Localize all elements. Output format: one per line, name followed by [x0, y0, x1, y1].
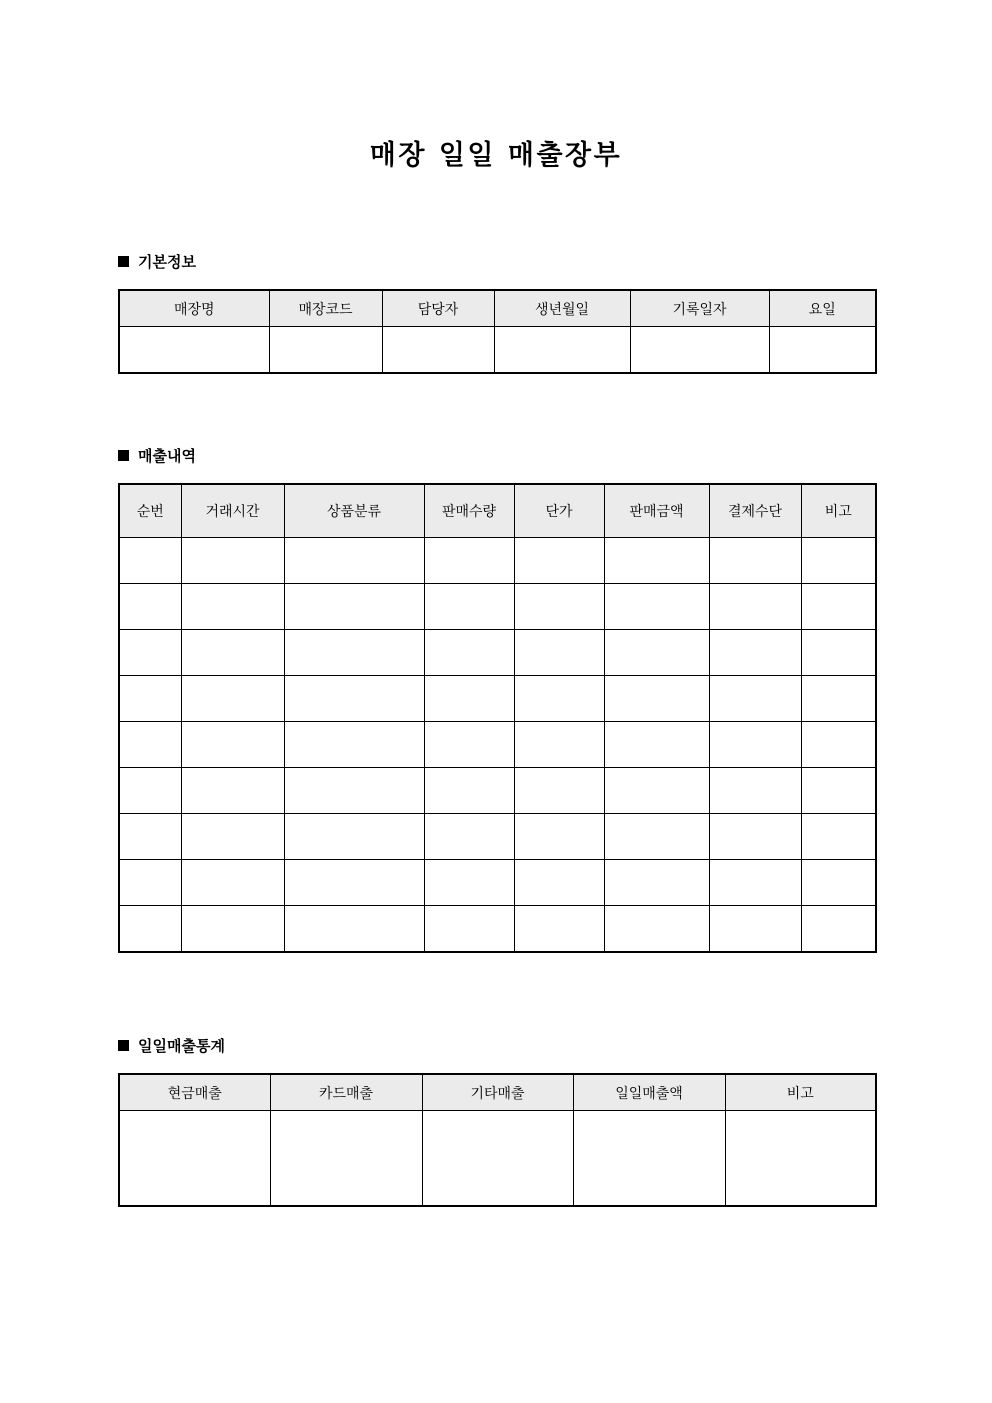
cell-sales-amount[interactable] [604, 722, 709, 768]
column-header-daily-total: 일일매출액 [573, 1074, 725, 1111]
table-row [119, 584, 876, 630]
cell-daily-total[interactable] [573, 1111, 725, 1207]
cell-remarks[interactable] [801, 584, 876, 630]
column-header-birthdate: 생년월일 [494, 290, 630, 327]
cell-quantity[interactable] [424, 860, 514, 906]
table-row [119, 860, 876, 906]
table-row [119, 768, 876, 814]
table-row [119, 814, 876, 860]
cell-quantity[interactable] [424, 906, 514, 953]
cell-seq[interactable] [119, 860, 181, 906]
table-row [119, 722, 876, 768]
column-header-cash-sales: 현금매출 [119, 1074, 270, 1111]
cell-product-category[interactable] [284, 630, 424, 676]
cell-remarks[interactable] [801, 538, 876, 584]
table-header-row [119, 290, 876, 327]
cell-seq[interactable] [119, 814, 181, 860]
section-heading-sales-details [118, 445, 196, 466]
cell-quantity[interactable] [424, 676, 514, 722]
cell-transaction-time[interactable] [181, 630, 284, 676]
section-heading-basic-info [118, 251, 196, 272]
cell-remarks[interactable] [801, 722, 876, 768]
cell-payment-method[interactable] [709, 814, 801, 860]
cell-sales-amount[interactable] [604, 814, 709, 860]
cell-remarks[interactable] [801, 814, 876, 860]
cell-unit-price[interactable] [514, 630, 604, 676]
cell-unit-price[interactable] [514, 906, 604, 953]
square-bullet-icon [118, 450, 129, 461]
column-header-remarks: 비고 [725, 1074, 876, 1111]
column-header-record-date: 기록일자 [630, 290, 769, 327]
cell-quantity[interactable] [424, 584, 514, 630]
section-heading-sales-details-label: 매출내역 [138, 447, 196, 465]
cell-seq[interactable] [119, 722, 181, 768]
cell-seq[interactable] [119, 538, 181, 584]
cell-cash-sales[interactable] [119, 1111, 270, 1207]
cell-seq[interactable] [119, 630, 181, 676]
cell-product-category[interactable] [284, 768, 424, 814]
table-row [119, 676, 876, 722]
table-row [119, 630, 876, 676]
cell-sales-amount[interactable] [604, 906, 709, 953]
cell-remarks[interactable] [801, 860, 876, 906]
column-header-sales-amount: 판매금액 [604, 484, 709, 538]
cell-transaction-time[interactable] [181, 538, 284, 584]
cell-quantity[interactable] [424, 768, 514, 814]
cell-remarks[interactable] [801, 676, 876, 722]
cell-sales-amount[interactable] [604, 630, 709, 676]
cell-store-name[interactable] [119, 327, 269, 374]
column-header-store-name: 매장명 [119, 290, 269, 327]
cell-other-sales[interactable] [422, 1111, 573, 1207]
daily-sales-stats-table [118, 1073, 877, 1207]
cell-transaction-time[interactable] [181, 906, 284, 953]
column-header-seq: 순번 [119, 484, 181, 538]
cell-unit-price[interactable] [514, 860, 604, 906]
cell-payment-method[interactable] [709, 860, 801, 906]
cell-transaction-time[interactable] [181, 584, 284, 630]
section-heading-daily-stats [118, 1035, 225, 1056]
column-header-other-sales: 기타매출 [422, 1074, 573, 1111]
table-row [119, 327, 876, 374]
column-header-quantity: 판매수량 [424, 484, 514, 538]
cell-quantity[interactable] [424, 630, 514, 676]
cell-product-category[interactable] [284, 722, 424, 768]
cell-product-category[interactable] [284, 676, 424, 722]
cell-quantity[interactable] [424, 814, 514, 860]
cell-birthdate[interactable] [494, 327, 630, 374]
cell-remarks[interactable] [801, 906, 876, 953]
column-header-weekday: 요일 [769, 290, 876, 327]
cell-sales-amount[interactable] [604, 860, 709, 906]
cell-remarks[interactable] [801, 630, 876, 676]
column-header-store-code: 매장코드 [269, 290, 382, 327]
cell-product-category[interactable] [284, 814, 424, 860]
cell-transaction-time[interactable] [181, 768, 284, 814]
cell-seq[interactable] [119, 906, 181, 953]
table-row [119, 538, 876, 584]
table-row [119, 1111, 876, 1207]
cell-payment-method[interactable] [709, 584, 801, 630]
cell-payment-method[interactable] [709, 676, 801, 722]
cell-unit-price[interactable] [514, 584, 604, 630]
column-header-unit-price: 단가 [514, 484, 604, 538]
basic-info-table [118, 289, 877, 374]
cell-quantity[interactable] [424, 538, 514, 584]
column-header-payment-method: 결제수단 [709, 484, 801, 538]
cell-manager[interactable] [382, 327, 494, 374]
sales-details-table [118, 483, 877, 953]
cell-card-sales[interactable] [270, 1111, 422, 1207]
cell-transaction-time[interactable] [181, 814, 284, 860]
table-header-row [119, 484, 876, 538]
cell-remarks[interactable] [801, 768, 876, 814]
cell-quantity[interactable] [424, 722, 514, 768]
cell-remarks[interactable] [725, 1111, 876, 1207]
cell-seq[interactable] [119, 768, 181, 814]
table-header-row [119, 1074, 876, 1111]
cell-weekday[interactable] [769, 327, 876, 374]
cell-sales-amount[interactable] [604, 768, 709, 814]
page-title: 매장 일일 매출장부 [369, 140, 623, 171]
cell-seq[interactable] [119, 584, 181, 630]
table-row [119, 906, 876, 953]
cell-transaction-time[interactable] [181, 676, 284, 722]
cell-payment-method[interactable] [709, 538, 801, 584]
cell-unit-price[interactable] [514, 676, 604, 722]
cell-product-category[interactable] [284, 584, 424, 630]
column-header-card-sales: 카드매출 [270, 1074, 422, 1111]
square-bullet-icon [118, 256, 129, 267]
cell-unit-price[interactable] [514, 768, 604, 814]
cell-sales-amount[interactable] [604, 676, 709, 722]
cell-unit-price[interactable] [514, 814, 604, 860]
cell-transaction-time[interactable] [181, 860, 284, 906]
cell-record-date[interactable] [630, 327, 769, 374]
cell-seq[interactable] [119, 676, 181, 722]
column-header-transaction-time: 거래시간 [181, 484, 284, 538]
cell-payment-method[interactable] [709, 768, 801, 814]
square-bullet-icon [118, 1040, 129, 1051]
cell-payment-method[interactable] [709, 630, 801, 676]
cell-sales-amount[interactable] [604, 584, 709, 630]
cell-product-category[interactable] [284, 906, 424, 953]
cell-sales-amount[interactable] [604, 538, 709, 584]
cell-product-category[interactable] [284, 860, 424, 906]
column-header-product-category: 상품분류 [284, 484, 424, 538]
column-header-remarks: 비고 [801, 484, 876, 538]
cell-store-code[interactable] [269, 327, 382, 374]
cell-product-category[interactable] [284, 538, 424, 584]
column-header-manager: 담당자 [382, 290, 494, 327]
section-heading-basic-info-label: 기본정보 [138, 253, 196, 271]
cell-unit-price[interactable] [514, 538, 604, 584]
cell-transaction-time[interactable] [181, 722, 284, 768]
cell-payment-method[interactable] [709, 722, 801, 768]
cell-unit-price[interactable] [514, 722, 604, 768]
section-heading-daily-stats-label: 일일매출통계 [138, 1037, 225, 1055]
cell-payment-method[interactable] [709, 906, 801, 953]
